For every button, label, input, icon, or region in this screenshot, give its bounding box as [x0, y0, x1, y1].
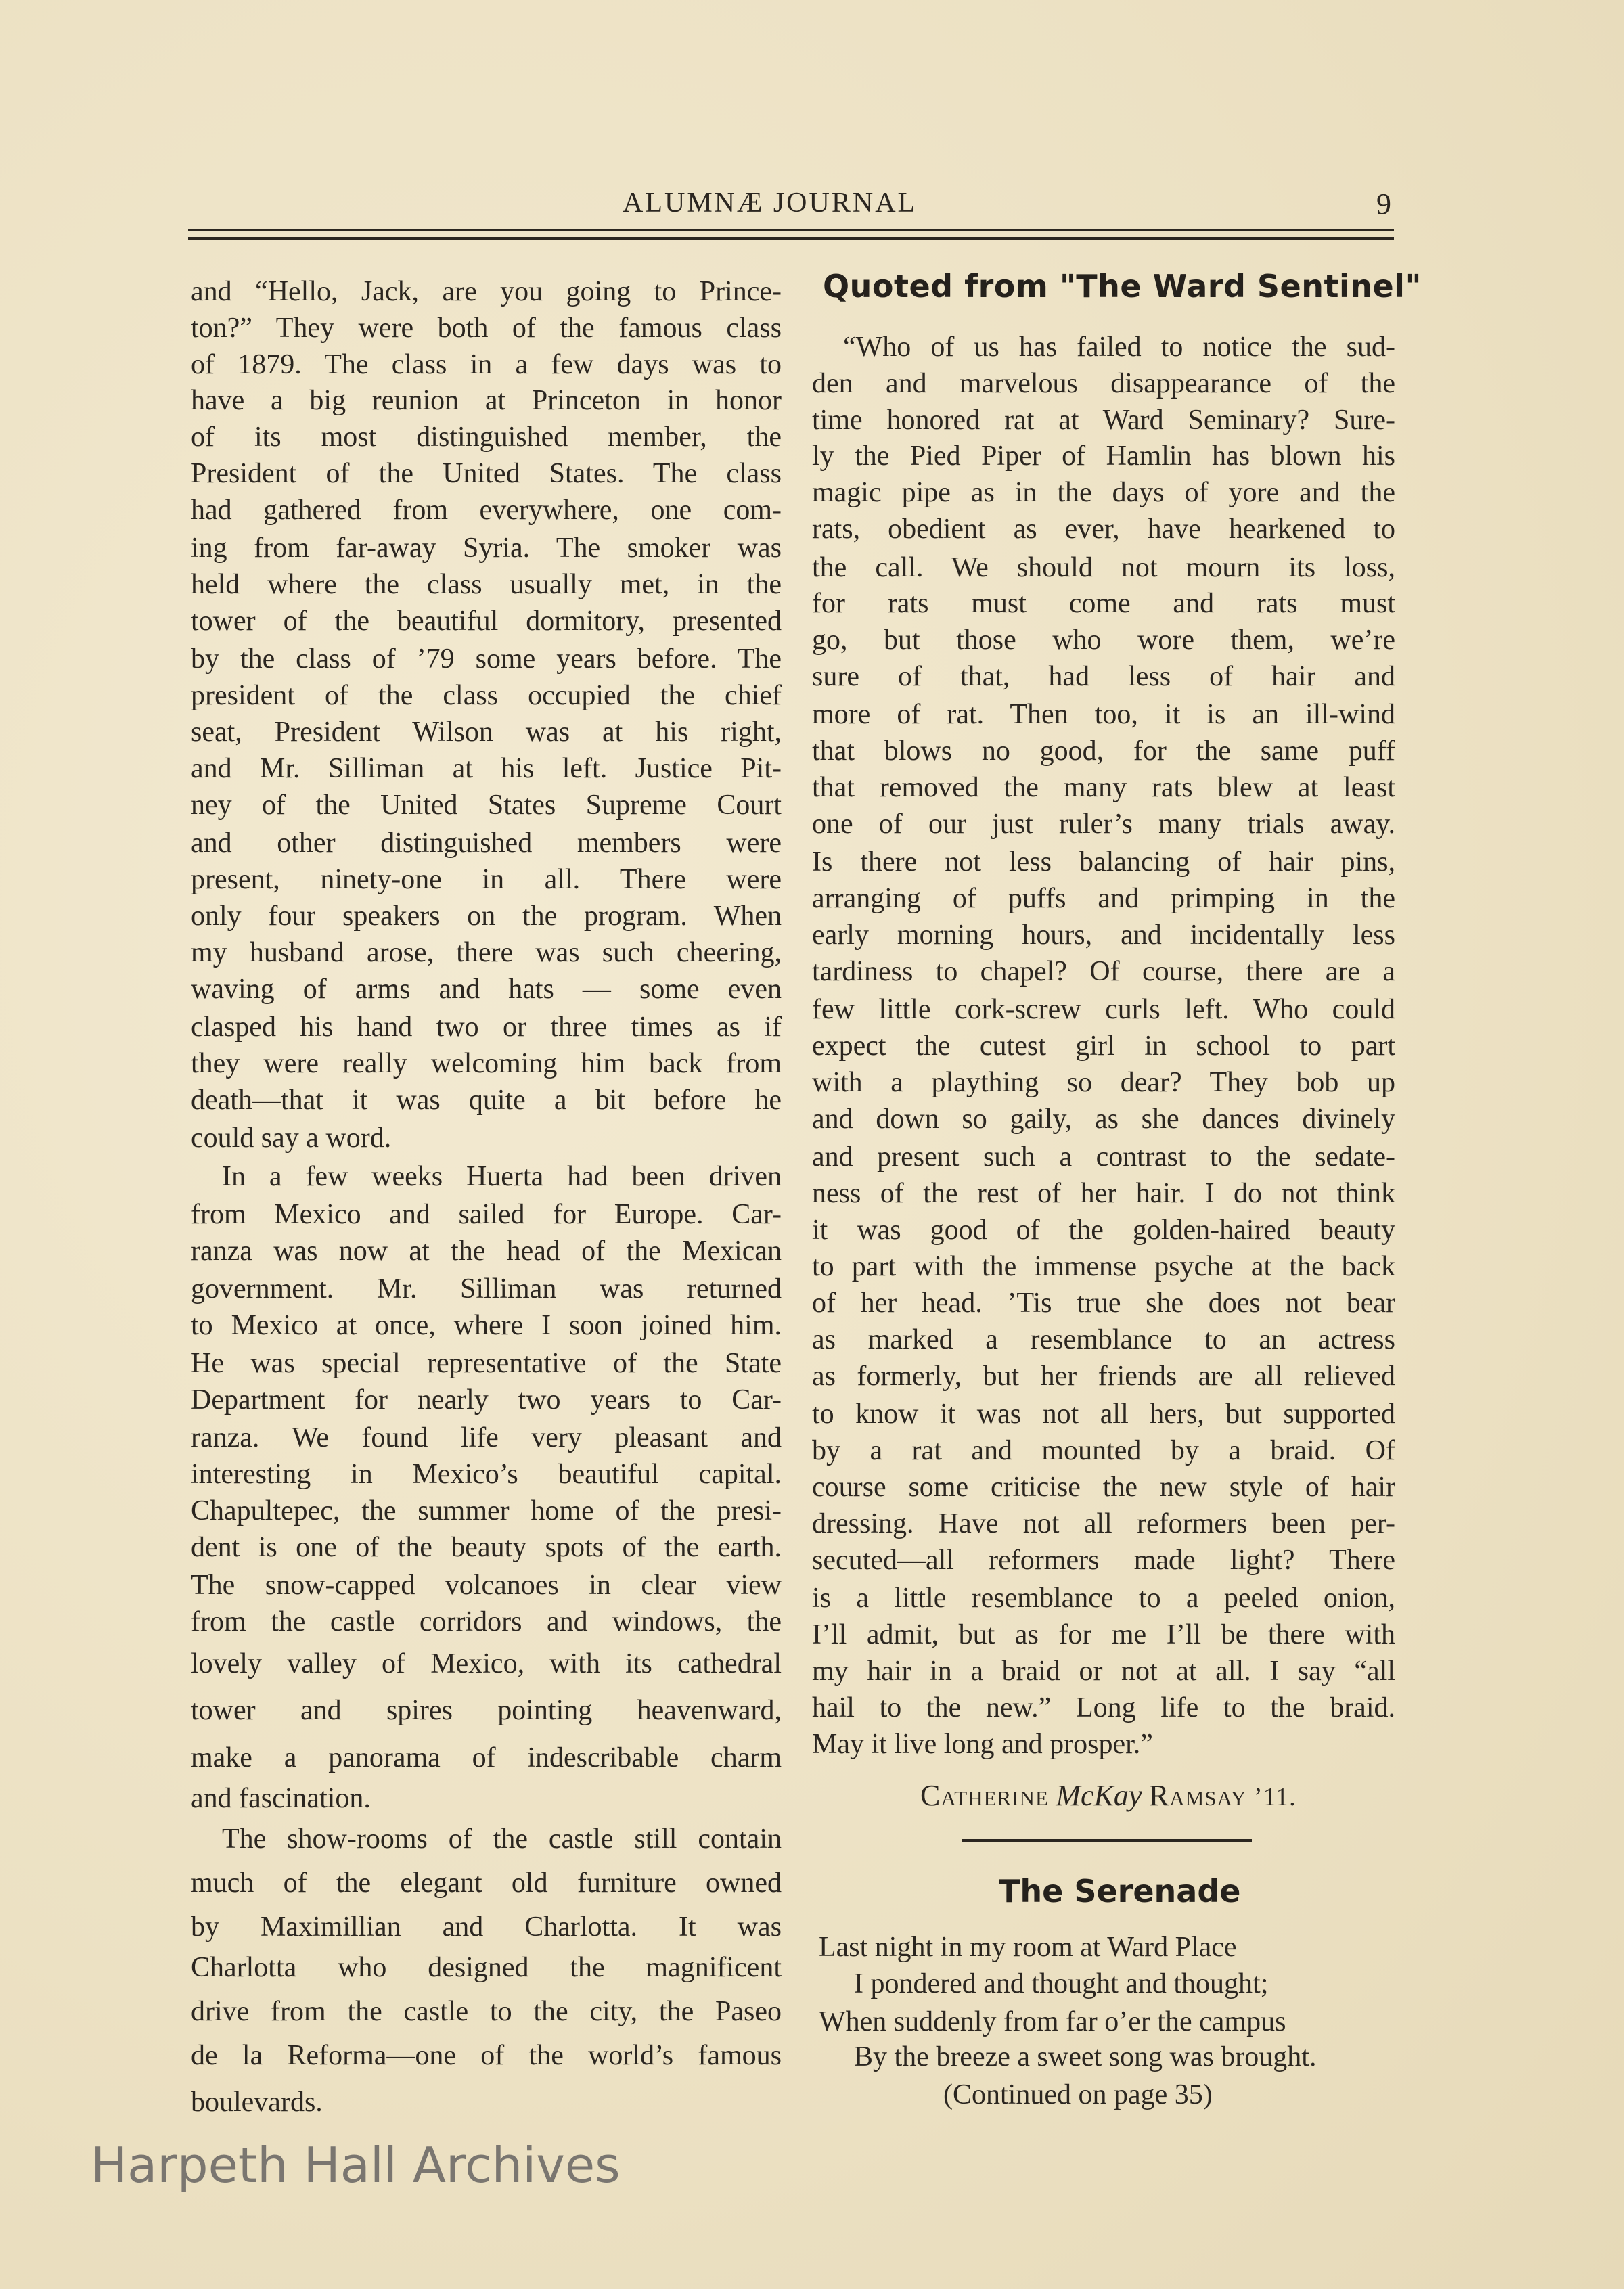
text-line: the call. We should not mourn its loss, [812, 552, 1395, 583]
text-line: one of our just ruler’s many trials away. [812, 809, 1395, 840]
text-line: only four speakers on the program. When [191, 901, 782, 932]
text-line: ing from far-away Syria. The smoker was [191, 532, 782, 564]
text-line: and “Hello, Jack, are you going to Prince- [191, 276, 782, 307]
text-line: arranging of puffs and primping in the [812, 883, 1395, 914]
poem-line: Last night in my room at Ward Place [819, 1932, 1237, 1963]
text-line: as formerly, but her friends are all relieved [812, 1361, 1395, 1392]
text-line: May it live long and prosper.” [812, 1729, 1153, 1760]
text-line: more of rat. Then too, it is an ill-wind [812, 699, 1395, 730]
text-line: magic pipe as in the days of yore and the [812, 477, 1395, 508]
text-line: waving of arms and hats — some even [191, 974, 782, 1005]
signature-middle: McKay [1056, 1779, 1142, 1812]
text-line: it was good of the golden-haired beauty [812, 1215, 1395, 1246]
text-line: that blows no good, for the same puff [812, 735, 1395, 767]
text-line: and down so gaily, as she dances divinely [812, 1104, 1395, 1135]
text-line: much of the elegant old furniture owned [191, 1867, 782, 1899]
text-line: “Who of us has failed to notice the sud- [843, 332, 1395, 363]
text-line: de la Reforma—one of the world’s famous [191, 2040, 782, 2071]
text-line: present, ninety-one in all. There were [191, 864, 782, 895]
text-line: The show-rooms of the castle still contain [222, 1823, 782, 1855]
text-line: ness of the rest of her hair. I do not think [812, 1178, 1395, 1209]
text-line: is a little resemblance to a peeled onion, [812, 1583, 1395, 1614]
text-line: Is there not less balancing of hair pins, [812, 846, 1395, 878]
text-line: early morning hours, and incidentally less [812, 920, 1395, 951]
text-line: held where the class usually met, in the [191, 569, 782, 600]
text-line: to part with the immense psyche at the back [812, 1251, 1395, 1282]
text-line: President of the United States. The class [191, 458, 782, 489]
text-line: to know it was not all hers, but supported [812, 1399, 1395, 1430]
text-line: I’ll admit, but as for me I’ll be there with [812, 1619, 1395, 1650]
text-line: few little cork-screw curls left. Who could [812, 994, 1395, 1025]
text-line: and present such a contrast to the sedate- [812, 1141, 1395, 1173]
text-line: and Mr. Silliman at his left. Justice Pit- [191, 753, 782, 784]
header-rule-top [188, 229, 1394, 231]
header-rule-bottom [188, 237, 1394, 240]
text-line: by Maximillian and Charlotta. It was [191, 1911, 782, 1943]
text-line: den and marvelous disappearance of the [812, 368, 1395, 399]
text-line: Department for nearly two years to Car- [191, 1384, 782, 1415]
text-line: He was special representative of the State [191, 1348, 782, 1379]
text-line: by the class of ’79 some years before. The [191, 643, 782, 675]
text-line: ranza. We found life very pleasant and [191, 1422, 782, 1453]
text-line: boulevards. [191, 2087, 323, 2118]
text-line: from the castle corridors and windows, the [191, 1606, 782, 1637]
text-line: my hair in a braid or not at all. I say “all [812, 1656, 1395, 1687]
poem-line: When suddenly from far o’er the campus [819, 2006, 1286, 2037]
text-line: drive from the castle to the city, the Paseo [191, 1996, 782, 2027]
text-line: have a big reunion at Princeton in honor [191, 385, 782, 416]
journal-title: ALUMNÆ JOURNAL [623, 187, 918, 219]
signature-first: Catherine [920, 1779, 1049, 1812]
text-line: had gathered from everywhere, one com- [191, 495, 782, 526]
text-line: Chapultepec, the summer home of the presi- [191, 1495, 782, 1526]
poem-line: By the breeze a sweet song was brought. [854, 2041, 1317, 2072]
text-line: rats, obedient as ever, have hearkened to [812, 514, 1395, 545]
text-line: go, but those who wore them, we’re [812, 625, 1395, 656]
poem-line: I pondered and thought and thought; [854, 1968, 1269, 1999]
text-line: In a few weeks Huerta had been driven [222, 1161, 782, 1192]
text-line: dent is one of the beauty spots of the earth. [191, 1532, 782, 1563]
signature-class: ’11. [1253, 1783, 1296, 1811]
signature-last: Ramsay [1148, 1779, 1247, 1812]
text-line: they were really welcoming him back from [191, 1048, 782, 1079]
author-signature [920, 1778, 1296, 1813]
text-line: ly the Pied Piper of Hamlin has blown his [812, 440, 1395, 472]
text-line: could say a word. [191, 1123, 392, 1154]
text-line: for rats must come and rats must [812, 588, 1395, 619]
text-line: death—that it was quite a bit before he [191, 1085, 782, 1116]
text-line: by a rat and mounted by a braid. Of [812, 1435, 1395, 1466]
text-line: with a plaything so dear? They bob up [812, 1067, 1395, 1098]
text-line: tower and spires pointing heavenward, [191, 1695, 782, 1726]
text-line: dressing. Have not all reformers been per- [812, 1508, 1395, 1539]
page-number: 9 [1376, 187, 1393, 221]
text-line: expect the cutest girl in school to part [812, 1030, 1395, 1062]
continued-note: (Continued on page 35) [943, 2079, 1213, 2110]
text-line: that removed the many rats blew at least [812, 772, 1395, 803]
article-heading-ward-sentinel: Quoted from "The Ward Sentinel" [823, 268, 1422, 304]
text-line: secuted—all reformers made light? There [812, 1545, 1395, 1576]
text-line: ranza was now at the head of the Mexican [191, 1236, 782, 1267]
text-line: sure of that, had less of hair and [812, 661, 1395, 692]
text-line: tardiness to chapel? Of course, there are a [812, 956, 1395, 987]
text-line: interesting in Mexico’s beautiful capital. [191, 1459, 782, 1490]
text-line: as marked a resemblance to an actress [812, 1324, 1395, 1355]
text-line: president of the class occupied the chief [191, 680, 782, 711]
section-divider [962, 1839, 1252, 1842]
text-line: The snow-capped volcanoes in clear view [191, 1570, 782, 1601]
text-line: and fascination. [191, 1783, 371, 1814]
text-line: make a panorama of indescribable charm [191, 1742, 782, 1773]
text-line: government. Mr. Silliman was returned [191, 1273, 782, 1305]
text-line: of her head. ’Tis true she does not bear [812, 1288, 1395, 1319]
text-line: time honored rat at Ward Seminary? Sure- [812, 405, 1395, 436]
text-line: hail to the new.” Long life to the braid. [812, 1692, 1395, 1723]
text-line: course some criticise the new style of hair [812, 1472, 1395, 1503]
archive-watermark: Harpeth Hall Archives [91, 2137, 621, 2194]
text-line: to Mexico at once, where I soon joined him. [191, 1310, 782, 1341]
text-line: ney of the United States Supreme Court [191, 790, 782, 821]
text-line: from Mexico and sailed for Europe. Car- [191, 1199, 782, 1230]
text-line: of 1879. The class in a few days was to [191, 349, 782, 380]
text-line: lovely valley of Mexico, with its cathedral [191, 1648, 782, 1679]
text-line: ton?” They were both of the famous class [191, 313, 782, 344]
poem-title: The Serenade [999, 1873, 1241, 1909]
text-line: tower of the beautiful dormitory, presented [191, 606, 782, 637]
text-line: seat, President Wilson was at his right, [191, 717, 782, 748]
text-line: Charlotta who designed the magnificent [191, 1952, 782, 1983]
text-line: clasped his hand two or three times as if [191, 1012, 782, 1043]
text-line: and other distinguished members were [191, 828, 782, 859]
text-line: of its most distinguished member, the [191, 422, 782, 453]
text-line: my husband arose, there was such cheering, [191, 937, 782, 968]
